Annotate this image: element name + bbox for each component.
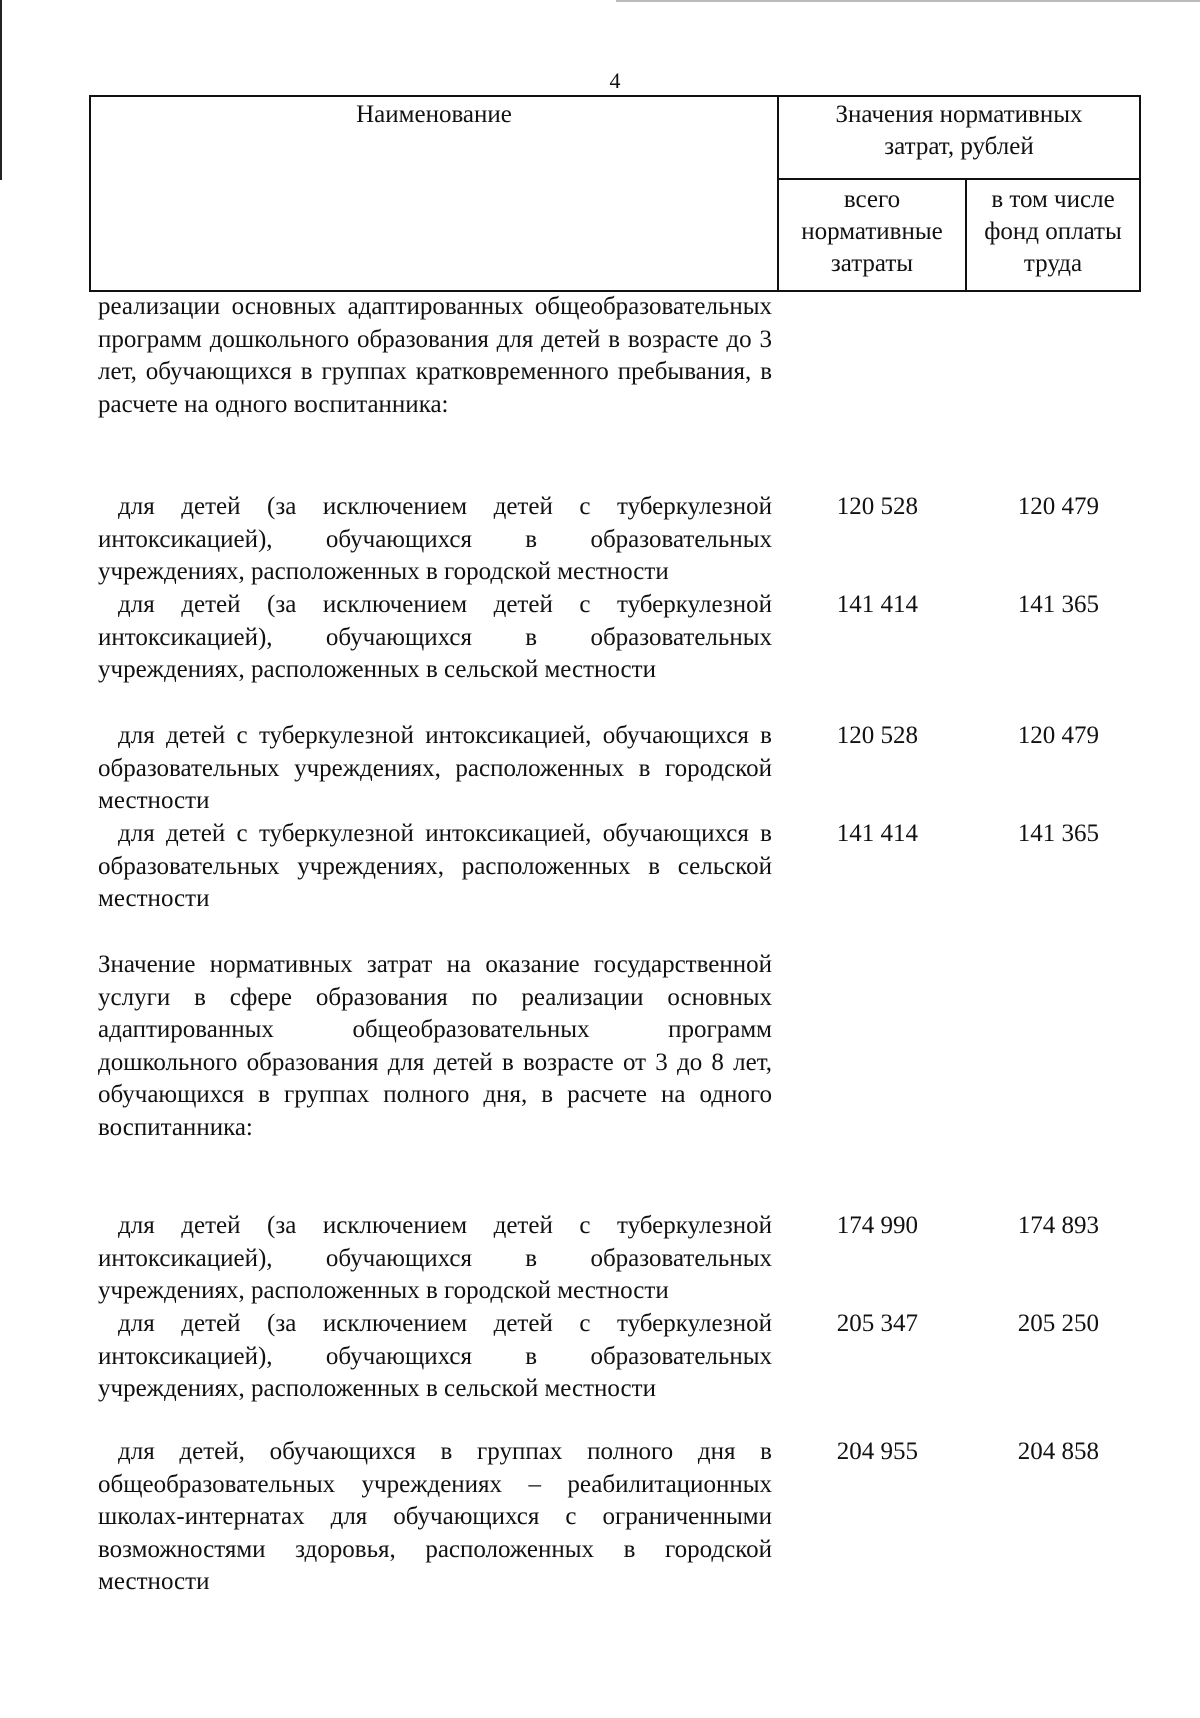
row-description: для детей с туберкулезной интоксикацией, обучающихся в образовательных учреждениях, расположенных в сельской местности — [98, 820, 772, 913]
row-description: для детей (за исключением детей с туберкулезной интоксикацией), обучающихся в образовательных учреждениях, расположенных в сельской местности — [98, 591, 772, 684]
scan-left-edge — [0, 0, 2, 180]
row-description: для детей (за исключением детей с туберкулезной интоксикацией), обучающихся в образовательных учреждениях, расположенных в городской местности — [98, 1212, 772, 1305]
row-total-value: 204 955 — [836, 1438, 918, 1465]
row-description: реализации основных адаптированных общеобразовательных программ дошкольного образования для детей в возрасте до 3 лет, обучающихся в группах кратковременного пребывания, в расчете на одного воспитанника: — [98, 293, 772, 418]
header-total-label: всего нормативные затраты — [801, 186, 943, 277]
row-wage-value: 120 479 — [1017, 722, 1099, 749]
row-description: для детей (за исключением детей с туберкулезной интоксикацией), обучающихся в образовательных учреждениях, расположенных в городской местности — [98, 493, 772, 586]
row-total-value: 141 414 — [836, 591, 918, 618]
row-total-value: 174 990 — [836, 1212, 918, 1239]
header-wage-label: в том числе фонд оплаты труда — [984, 186, 1122, 277]
row-total-value: 205 347 — [836, 1310, 918, 1337]
row-description: для детей (за исключением детей с туберкулезной интоксикацией), обучающихся в образовательных учреждениях, расположенных в сельской местности — [98, 1310, 772, 1403]
row-wage-value: 141 365 — [1017, 591, 1099, 618]
row-total-value: 120 528 — [836, 493, 918, 520]
page-number: 4 — [609, 68, 621, 93]
row-wage-value: 141 365 — [1017, 820, 1099, 847]
row-wage-value: 174 893 — [1017, 1212, 1099, 1239]
header-total-cell — [777, 178, 967, 292]
header-values-cell — [777, 95, 1141, 180]
header-values-label: Значения нормативных затрат, рублей — [835, 101, 1083, 160]
header-wage-cell — [965, 178, 1141, 292]
row-total-value: 120 528 — [836, 722, 918, 749]
row-description: для детей, обучающихся в группах полного дня в общеобразовательных учреждениях – реабилитационных школах-интернатах для обучающихся с ограниченными возможностями здоровья, расположенных в городской местности — [98, 1438, 772, 1596]
row-description: для детей с туберкулезной интоксикацией, обучающихся в образовательных учреждениях, расположенных в городской местности — [98, 722, 772, 815]
row-wage-value: 120 479 — [1017, 493, 1099, 520]
header-name-label: Наименование — [356, 101, 512, 128]
scan-top-edge — [616, 0, 1200, 2]
row-description: Значение нормативных затрат на оказание государственной услуги в сфере образования по реализации основных адаптированных общеобразовательных программ дошкольного образования для детей в возрасте от 3 до 8 лет, обучающихся в группах полного дня, в расчете на одного воспитанника: — [98, 951, 772, 1141]
row-wage-value: 204 858 — [1017, 1438, 1099, 1465]
row-wage-value: 205 250 — [1017, 1310, 1099, 1337]
row-total-value: 141 414 — [836, 820, 918, 847]
header-name-cell — [89, 95, 777, 292]
